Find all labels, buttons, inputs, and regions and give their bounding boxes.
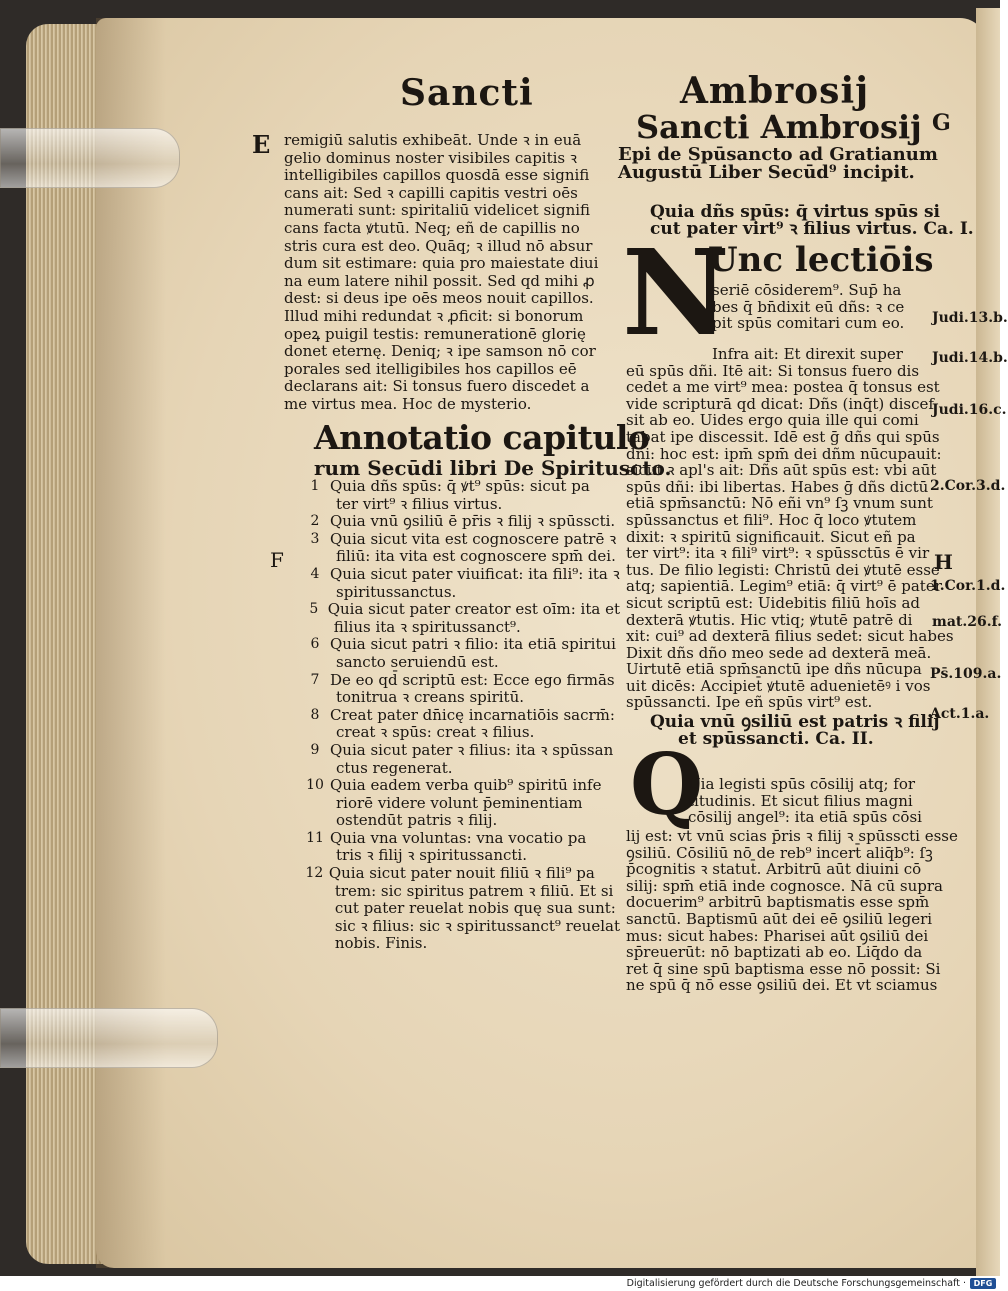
chapter-line: filius ita ꝛ spiritussanct⁹.: [333, 617, 521, 636]
chapter-line: trem: sic spiritus patrem ꝛ filiū. Et si: [334, 881, 614, 900]
incipit-words: Unc lectiōis: [708, 240, 934, 280]
margin-reference: mat.26.f.: [932, 614, 1002, 630]
heading-line: cut pater virt⁹ ꝛ filius virtus. Ca. I.: [650, 219, 974, 239]
text-line: ret q̄ sine spū baptisma esse nō possit: Si: [626, 959, 941, 978]
text-line: ꝯsiliū. Cōsiliū nō de reb⁹ incert̄ aliq̄b⁹: ſꝫ: [626, 843, 933, 862]
margin-reference: H: [934, 550, 953, 574]
text-line: tabat ipe discessit. Idē est ḡ dñs qui spūs: [626, 427, 940, 446]
text-line: porales sed itelligibiles hos capillos eē: [284, 359, 577, 378]
text-line: eū spūs dñi. Itē ait: Si tonsus fuero dis: [626, 361, 920, 380]
book-subtitle: [618, 146, 938, 182]
left-column-text: [284, 132, 604, 414]
heading-line: Quia vnū ꝯsiliū est patris ꝛ filij: [650, 712, 940, 732]
chapter-list: [300, 478, 620, 953]
chapter-line: ostendūt patris ꝛ filij.: [336, 811, 498, 830]
chapter-entry: [300, 777, 620, 830]
text-line: dest: si deus ipe oēs meos nouit capillos.: [284, 289, 594, 308]
chapter-entry: [300, 478, 620, 513]
funding-notice: Digitalisierung gefördert durch die Deutsche Forschungsgemeinschaft ·: [626, 1278, 966, 1289]
text-line: na eum latere nihil possit. Sed qd mihi ꝓ: [284, 271, 595, 290]
text-line: cans facta ꝟtutū. Neq; eñ de capillis no: [284, 218, 580, 237]
text-line: intelligibiles capillos quosdā esse signifi: [284, 166, 590, 185]
heading-line: et spūssancti. Ca. II.: [678, 729, 874, 749]
text-line: Uirtutē etiā spm̄sanctū ipe dñs nūcupa: [626, 660, 922, 679]
text-line: sit ab eo. Uides ergo quia ille qui comi: [626, 411, 919, 430]
margin-reference: Judi.14.b.: [932, 350, 1008, 366]
chapter-number: 9: [310, 741, 320, 758]
chapter-1-text-top: [712, 282, 942, 332]
chapter-entry: [300, 566, 620, 601]
text-line: Infra ait: Et direxit super: [712, 345, 903, 363]
chapter-line: ter virt⁹ ꝛ filius virtus.: [336, 494, 503, 513]
chapter-line: spiritussanctus.: [336, 582, 457, 601]
text-line: stris cura est deo. Quāq; ꝛ illud nō absur: [284, 236, 593, 255]
text-line: dixit: ꝛ spiritū significauit. Sicut eñ pa: [626, 527, 916, 546]
chapter-line: Quia sicut pater nouit filiū ꝛ fili⁹ pa: [328, 864, 595, 883]
text-line: titudinis. Et sicut filius magni: [688, 791, 913, 810]
text-line: Illud mihi redundat ꝛ ꝓficit: si bonorum: [284, 306, 584, 325]
text-line: pit spūs comitari cum eo.: [712, 314, 905, 333]
chapter-line: De eo qd̄ scriptū est: Ecce ego firmās: [330, 670, 615, 689]
text-line: mus: sicut habes: Pharisei aūt ꝯsiliū dei: [626, 926, 929, 945]
chapter-line: sancto seruiendū est.: [336, 652, 499, 671]
chapter-line: sic ꝛ filius: sic ꝛ spiritussanct⁹ reuelat: [334, 916, 620, 935]
chapter-line: ctus regenerat.: [336, 758, 453, 777]
text-line: spūssancti. Ipe eñ spūs virt⁹ est.: [626, 693, 873, 712]
text-line: sp̄reuerūt: nō baptizati ab eo. Liq̄do da: [626, 943, 923, 962]
chapter-line: Quia sicut pater ꝛ filius: ita ꝛ spūssan: [330, 740, 614, 759]
text-line: ter virt⁹: ita ꝛ fili⁹ virt⁹: ꝛ spūssctūs ē vir: [626, 544, 930, 563]
chapter-line: Quia sicut pater creator est oīm: ita et: [327, 600, 620, 619]
text-line: xit: cui⁹ ad dexterā filius sedet: sicut habes: [626, 627, 954, 646]
text-line: uit dicēs: Accipiet̄ ꝟtutē aduenietēꝰ i vos: [626, 676, 931, 695]
subtitle-line: Epi de Spūsancto ad Gratianum: [618, 144, 938, 165]
initial-letter-q: Q: [630, 735, 704, 834]
chapter-line: tonitrua ꝛ creans spiritū.: [336, 688, 525, 707]
text-line: bes q̄ bn̄dixit eū dñs: ꝛ ce: [712, 297, 905, 316]
text-line: dexterā ꝟtutis. Hic vtiq; ꝟtutē patrē di: [626, 610, 913, 629]
text-line: opeꝝ puigil testis: remunerationē glorię: [284, 324, 586, 343]
dfg-logo: DFG: [970, 1278, 996, 1289]
text-line: sicut ꝛ apl's ait: Dñs aūt spūs est: vbi aūt: [626, 461, 937, 480]
chapter-number: 12: [305, 865, 324, 882]
chapter-2-text: [626, 827, 958, 995]
chapter-number: 3: [310, 530, 320, 547]
text-line: vide scripturā qd dicat: Dñs (inq̄t) discef: [626, 394, 934, 413]
running-header-left: Sancti: [400, 72, 534, 114]
margin-letter-e: E: [252, 130, 271, 159]
chapter-number: 8: [310, 706, 320, 723]
text-line: donet eternę. Deniq; ꝛ ipe samson nō cor: [284, 342, 596, 361]
annotatio-heading: Annotatio capitulo: [314, 418, 650, 457]
footer-bar: [0, 1276, 1000, 1291]
chapter-line: riorē videre volunt p̄eminentiam: [336, 793, 583, 812]
text-line: me virtus mea. Hoc de mysterio.: [284, 394, 532, 413]
chapter-number: 7: [310, 671, 320, 688]
text-line: spūssanctus et fili⁹. Hoc q̄ loco ꝟtutem: [626, 510, 917, 529]
text-line: sanctū. Baptismū aūt dei eē ꝯsiliū legeri: [626, 909, 933, 928]
text-line: spūs dñi: ibi libertas. Habes ḡ dñs dictū: [626, 477, 929, 496]
text-line: silij: spm̄ etiā inde cognosce. Nā cū supra: [626, 876, 943, 895]
chapter-entry: [300, 830, 620, 865]
running-header-right: Ambrosij: [680, 70, 870, 112]
chapter-line: Quia sicut pater viuificat: ita fili⁹: ita ꝛ: [330, 564, 620, 583]
chapter-entry: [300, 531, 620, 566]
text-line: p̄cognitis ꝛ statut̄. Arbitrū aūt diuini cō: [626, 860, 922, 879]
chapter-line: filiū: ita vita est cognoscere spm̄ dei.: [336, 547, 616, 566]
chapter-entry: [300, 636, 620, 671]
facing-page-edge: [976, 8, 1000, 1276]
margin-reference: Ps̄.109.a.: [930, 666, 1002, 682]
chapter-1-text: [626, 345, 954, 712]
text-line: sicut scriptū est: Uidebitis filiū hoīs ad: [626, 593, 921, 612]
chapter-line: cut pater reuelat nobis quę sua sunt:: [334, 899, 616, 918]
chapter-number: 1: [310, 478, 320, 494]
chapter-number: 6: [310, 636, 320, 653]
annotatio-subheading: rum Secūdi libri De Spirituscto.: [314, 456, 672, 480]
margin-reference: Judi.16.c.: [932, 402, 1007, 418]
text-line: docuerim⁹ arbitrū baptismatis esse spm̄: [626, 893, 930, 912]
margin-reference: 2.Cor.3.d.: [930, 478, 1006, 494]
chapter-line: Quia vnū ꝯsiliū ē pr̄is ꝛ filij ꝛ spūsscti.: [330, 512, 616, 531]
chapter-line: nobis. Finis.: [334, 934, 428, 953]
chapter-line: Creat pater dn̄icę incarnatiōis sacrm̄:: [330, 705, 615, 724]
chapter-number: 2: [310, 513, 320, 530]
chapter-number: 11: [306, 829, 324, 846]
text-line: ne spū q̄ nō esse ꝯsiliū dei. Et vt sciamus: [626, 976, 938, 995]
text-line: cōsilij angel⁹: ita etiā spūs cōsi: [688, 808, 922, 827]
chapter-line: Quia vna voluntas: vna vocatio pa: [330, 828, 587, 847]
chapter-entry: [300, 672, 620, 707]
margin-reference: Judi.13.b.: [932, 310, 1008, 326]
chapter-number: 5: [309, 601, 319, 618]
margin-reference: 1.Cor.1.d.: [930, 578, 1006, 594]
chapter-2-text-top: [688, 776, 938, 826]
subtitle-line: Augustū Liber Secūd⁹ incipit.: [618, 162, 915, 183]
chapter-line: tris ꝛ filij ꝛ spiritussancti.: [336, 846, 527, 865]
text-line: dñi: hoc est: ipm̄ spm̄ dei dñm nūcupauit:: [626, 444, 942, 463]
chapter-entry: [300, 601, 620, 636]
chapter-line: Quia sicut vita est cognoscere patrē ꝛ: [330, 529, 617, 548]
book-title: Sancti Ambrosij: [636, 108, 922, 146]
text-line: Uia legisti spūs cōsilij atq; for: [688, 775, 916, 793]
text-line: cans ait: Sed ꝛ capilli capitis vestri oēs: [284, 183, 578, 202]
page-gutter-shadow: [96, 18, 166, 1268]
text-line: dum sit estimare: quia pro maiestate diui: [284, 254, 599, 273]
page-clamp-bottom: [0, 1008, 218, 1068]
text-line: lij est: vt vnū scias p̄ris ꝛ filij ꝛ spūsscti esse: [626, 827, 958, 845]
text-line: declarans ait: Si tonsus fuero discedet a: [284, 377, 590, 396]
chapter-line: Quia eadem verba quib⁹ spiritū infe: [330, 776, 602, 795]
text-line: tus. De filio legisti: Christū dei ꝟtutē esse: [626, 560, 940, 579]
text-line: cedet a me virt⁹ mea: postea q̄ tonsus est: [626, 378, 940, 397]
chapter-entry: [300, 865, 620, 953]
text-line: gelio dominus noster visibiles capitis ꝛ: [284, 148, 577, 167]
initial-letter-n: N: [622, 223, 730, 362]
chapter-line: creat ꝛ spūs: creat ꝛ filius.: [336, 723, 535, 742]
chapter-line: Quia sicut patri ꝛ filio: ita etiā spiritui: [330, 635, 616, 654]
text-line: remigiū salutis exhibeāt. Unde ꝛ in euā: [284, 131, 582, 149]
text-line: etiā spm̄sanctū: Nō eñi vn⁹ ſꝫ vnum sunt: [626, 494, 933, 513]
text-line: seriē cōsiderem⁹. Sup̄ ha: [712, 281, 902, 299]
heading-line: Quia dñs spūs: q̄ virtus spūs si: [650, 202, 941, 222]
chapter-entry: [300, 742, 620, 777]
chapter-entry: [300, 707, 620, 742]
chapter-number: 10: [306, 777, 324, 794]
folio-mark: G: [932, 110, 951, 136]
text-line: numerati sunt: spiritaliū videlicet signifi: [284, 201, 591, 220]
chapter-entry: [300, 513, 620, 531]
text-line: atq; sapientiā. Legim⁹ etiā: q̄ virt⁹ ē pater: [626, 577, 942, 596]
chapter-line: Quia dñs spūs: q̄ ꝟt⁹ spūs: sicut pa: [330, 477, 590, 495]
margin-reference: Act.1.a.: [930, 706, 990, 722]
text-line: Dixit dñs dño meo sede ad dexterā meā.: [626, 643, 932, 662]
margin-letter-f: F: [270, 548, 284, 572]
page-clamp-top: [0, 128, 180, 188]
chapter-number: 4: [310, 565, 320, 582]
